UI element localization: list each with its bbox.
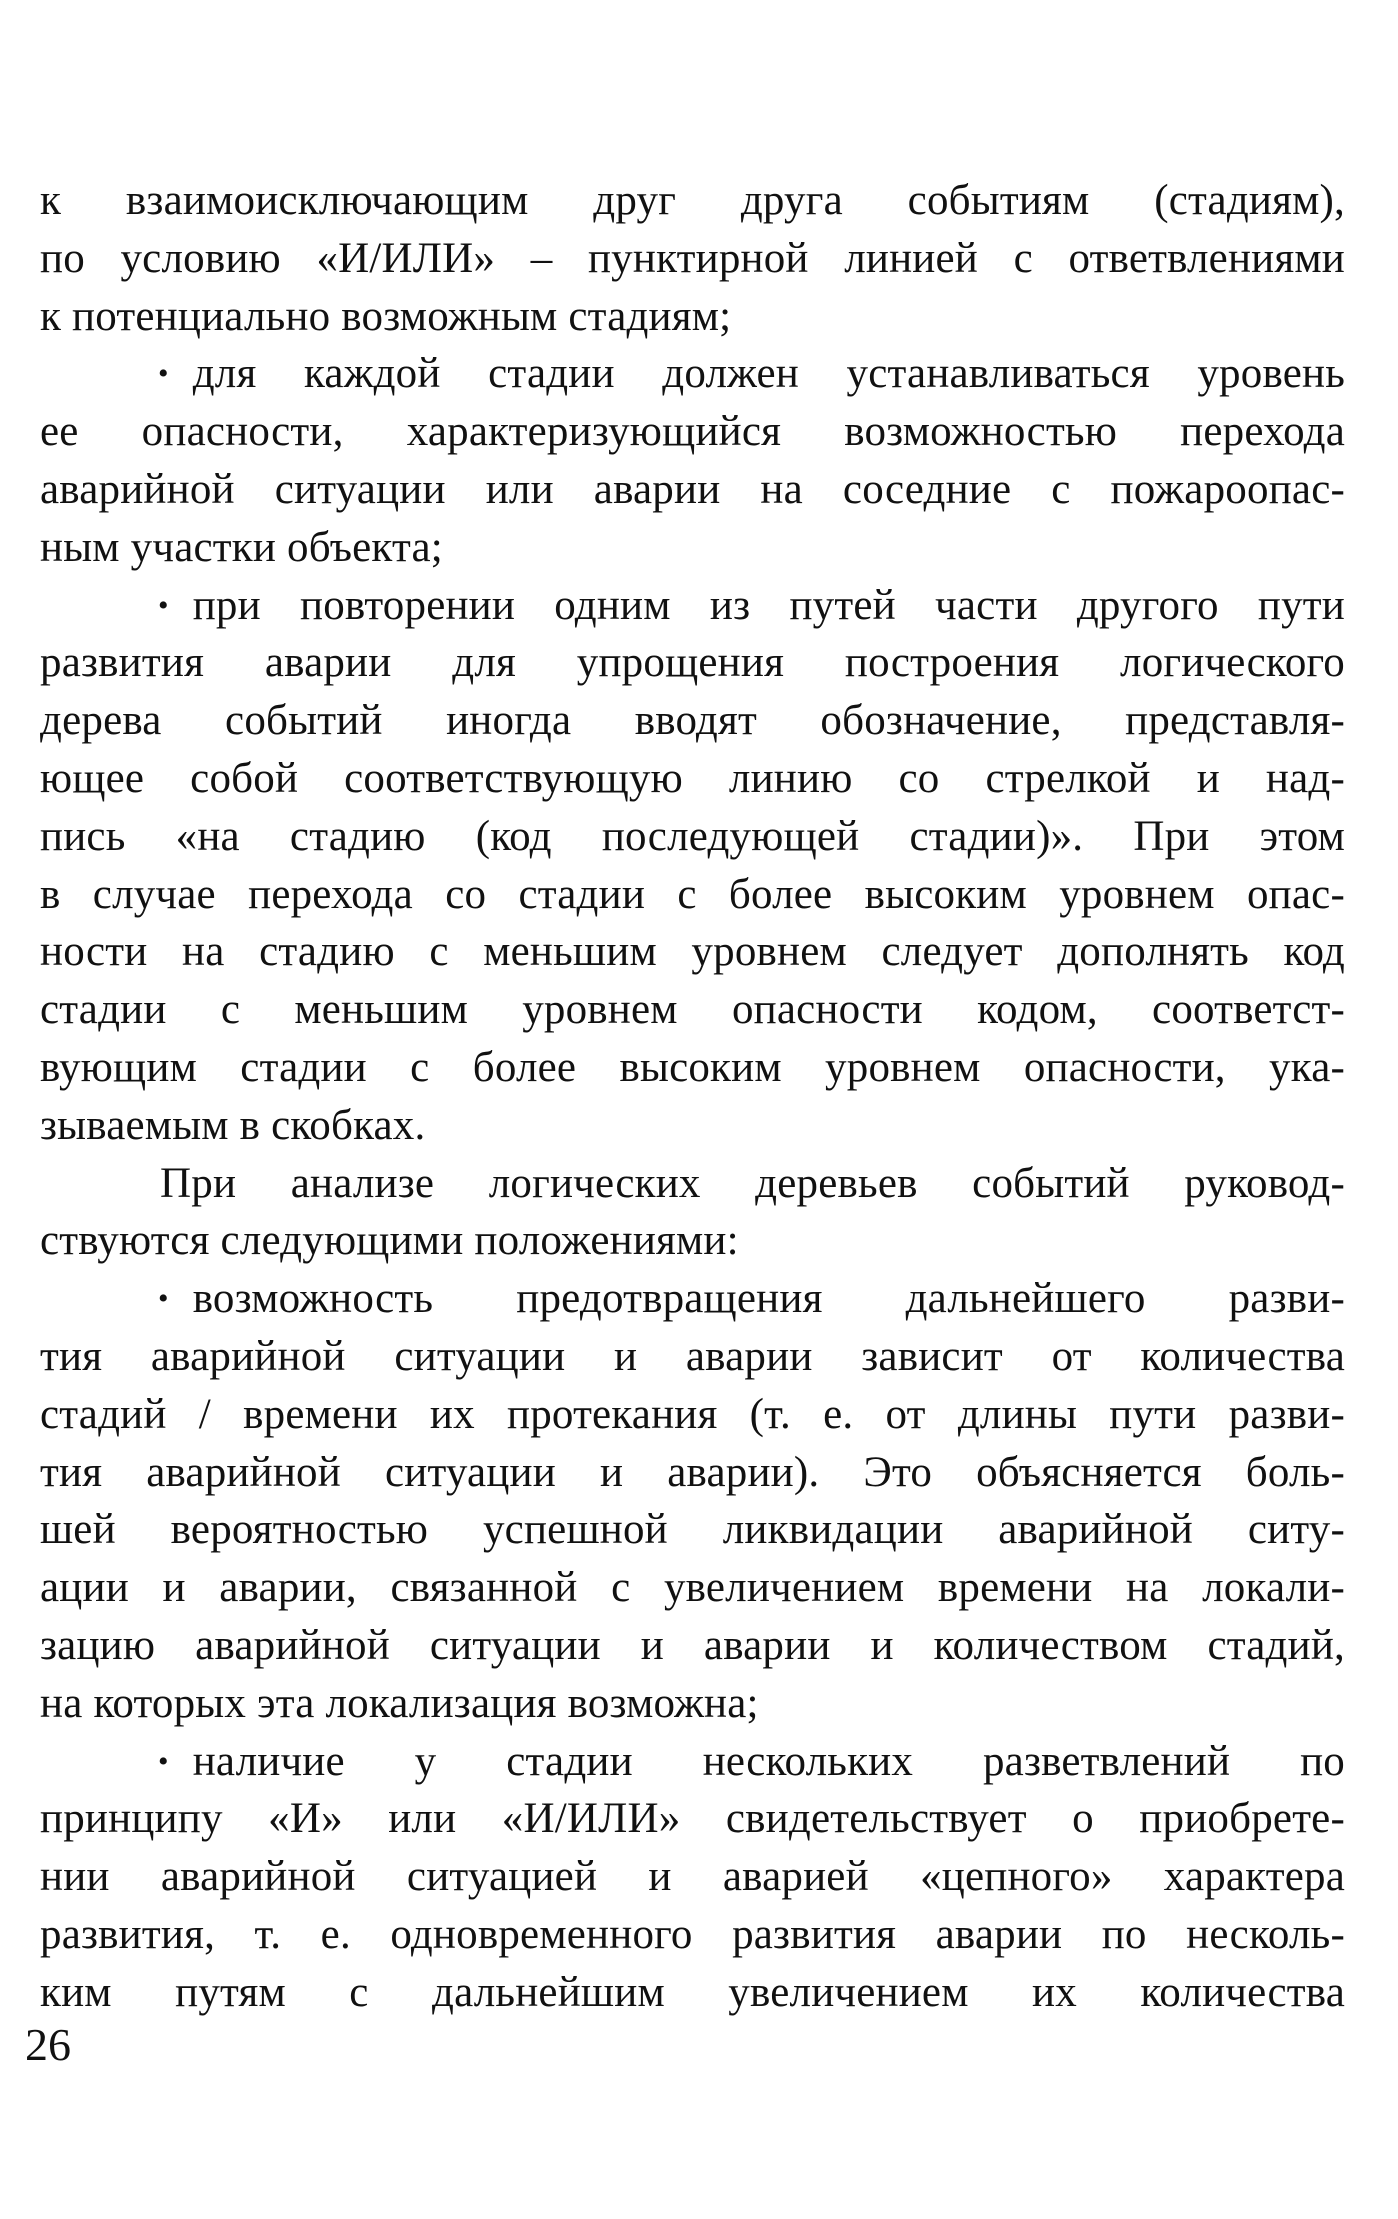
text-line <box>40 1155 1345 1213</box>
line-text: ации и аварии, связанной с увеличением времени на локали- <box>40 1564 1345 1612</box>
text-line <box>40 1328 1345 1386</box>
line-text: вующим стадии с более высоким уровнем опасности, ука- <box>40 1043 1345 1091</box>
text-line <box>40 1790 1345 1848</box>
line-text: ее опасности, характеризующийся возможностью перехода <box>40 408 1345 456</box>
bullet-icon: • <box>158 588 169 622</box>
text-line <box>40 634 1345 692</box>
line-text: для каждой стадии должен устанавливаться уровень <box>192 350 1345 398</box>
line-text: ствуются следующими положениями: <box>40 1217 739 1265</box>
bullet-item-line <box>40 577 1345 635</box>
line-text: наличие у стадии нескольких разветвлений по <box>192 1737 1345 1785</box>
text-line <box>40 461 1345 519</box>
text-line <box>40 692 1345 750</box>
bullet-item-line <box>40 1270 1345 1328</box>
line-text: развития аварии для упрощения построения логического <box>40 639 1345 687</box>
text-line <box>40 1848 1345 1906</box>
line-text: при повторении одним из путей части другого пути <box>192 581 1345 629</box>
text-line <box>40 1097 1345 1155</box>
text-line <box>40 923 1345 981</box>
body-text <box>40 172 1345 2022</box>
line-text: ким путям с дальнейшим увеличением их количества <box>40 1968 1345 2016</box>
text-line <box>40 808 1345 866</box>
line-text: на которых эта локализация возможна; <box>40 1679 759 1727</box>
line-text: дерева событий иногда вводят обозначение, представля- <box>40 697 1345 745</box>
text-line <box>40 1906 1345 1964</box>
line-text: ности на стадию с меньшим уровнем следует дополнять код <box>40 928 1345 976</box>
line-text: принципу «И» или «И/ИЛИ» свидетельствует о приобрете- <box>40 1795 1345 1843</box>
text-line <box>40 1386 1345 1444</box>
bullet-item-line <box>40 1733 1345 1791</box>
line-text: зываемым в скобках. <box>40 1101 426 1149</box>
line-text: к потенциально возможным стадиям; <box>40 292 732 340</box>
text-line <box>40 172 1345 230</box>
text-line <box>40 1212 1345 1270</box>
text-line <box>40 981 1345 1039</box>
text-line <box>40 1559 1345 1617</box>
line-text: стадий / времени их протекания (т. е. от длины пути разви- <box>40 1390 1345 1438</box>
page-number: 26 <box>25 2019 71 2070</box>
line-text: развития, т. е. одновременного развития аварии по несколь- <box>40 1910 1345 1958</box>
text-line <box>40 1501 1345 1559</box>
line-text: стадии с меньшим уровнем опасности кодом, соответст- <box>40 986 1345 1034</box>
line-text: ющее собой соответствующую линию со стрелкой и над- <box>40 754 1345 802</box>
line-text: по условию «И/ИЛИ» – пунктирной линией с ответвлениями <box>40 234 1345 282</box>
line-text: пись «на стадию (код последующей стадии)». При этом <box>40 812 1345 860</box>
line-text: тия аварийной ситуации и аварии зависит от количества <box>40 1332 1345 1380</box>
text-line <box>40 288 1345 346</box>
text-line <box>40 1964 1345 2022</box>
text-line <box>40 403 1345 461</box>
line-text: шей вероятностью успешной ликвидации аварийной ситу- <box>40 1506 1345 1554</box>
line-text: ным участки объекта; <box>40 523 443 571</box>
bullet-icon: • <box>158 1282 169 1316</box>
bullet-item-line <box>40 345 1345 403</box>
bullet-icon: • <box>158 357 169 391</box>
text-line <box>40 750 1345 808</box>
line-text: нии аварийной ситуацией и аварией «цепного» характера <box>40 1853 1345 1901</box>
line-text: аварийной ситуации или аварии на соседние с пожароопас- <box>40 465 1345 513</box>
line-text: в случае перехода со стадии с более высоким уровнем опас- <box>40 870 1345 918</box>
text-line <box>40 1675 1345 1733</box>
line-text: к взаимоисключающим друг друга событиям (стадиям), <box>40 177 1345 224</box>
text-line <box>40 1444 1345 1502</box>
line-text: зацию аварийной ситуации и аварии и количеством стадий, <box>40 1621 1345 1669</box>
text-line <box>40 519 1345 577</box>
text-line <box>40 1039 1345 1097</box>
text-line <box>40 1617 1345 1675</box>
text-line <box>40 866 1345 924</box>
text-line <box>40 230 1345 288</box>
line-text: При анализе логических деревьев событий руковод- <box>160 1159 1345 1207</box>
bullet-icon: • <box>158 1744 169 1778</box>
line-text: тия аварийной ситуации и аварии). Это объясняется боль- <box>40 1448 1345 1496</box>
line-text: возможность предотвращения дальнейшего разви- <box>192 1275 1345 1323</box>
